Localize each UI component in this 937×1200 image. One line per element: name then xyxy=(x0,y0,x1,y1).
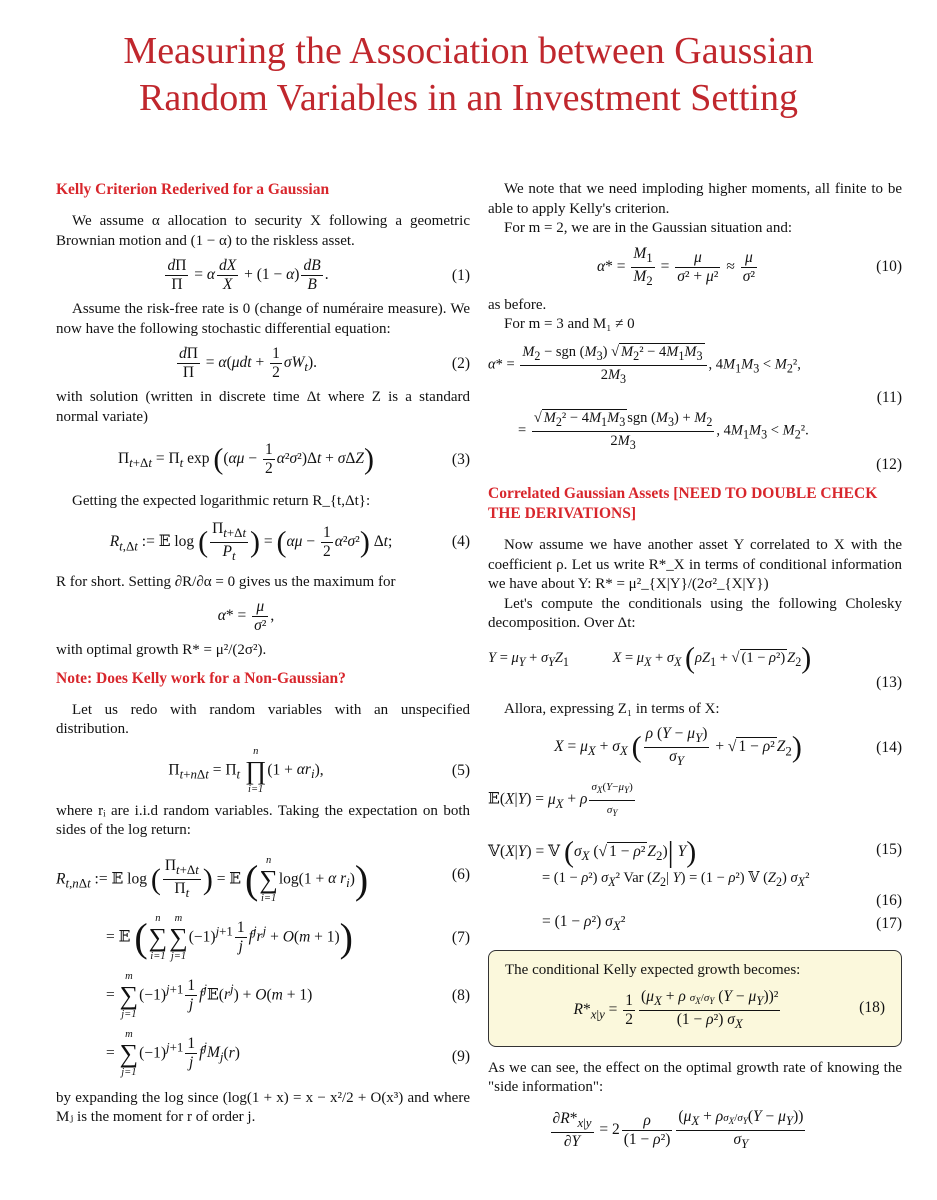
paragraph: R for short. Setting ∂R/∂α = 0 gives us the maximum for xyxy=(56,573,396,590)
paragraph: For m = 3 and M₁ ≠ 0 xyxy=(504,316,635,333)
highlight-box xyxy=(488,950,902,1047)
equation-number: (7) xyxy=(451,928,470,946)
equation-number: (10) xyxy=(876,258,902,276)
equation-number: (15) xyxy=(876,840,902,858)
paragraph: with solution (written in discrete time Δt where Z is a standard normal variate) xyxy=(56,389,470,425)
equation-13: $Y = \mu_Y + \sigma_YZ_1$ $X = \mu_X + \sigma_X$ ($\rho Z_1$ + √ (1 − ρ²) $Z_2$) xyxy=(488,641,812,675)
equation-number: (5) xyxy=(451,761,470,779)
paragraph: For m = 2, we are in the Gaussian situation and: xyxy=(504,220,792,236)
equation-7: = 𝔼 ( n ∑ i=1 m ∑ j=1 $(-1)^{j+1}$ $\frac{1}{j}$ $f^jr^j + O(m + 1)$) (7) xyxy=(106,912,470,962)
equation-number: (1) xyxy=(451,266,470,284)
paragraph: by expanding the log since (log(1 + x) = x − x²/2 + O(x³) and where Mⱼ is the moment for r of order j. xyxy=(56,1089,470,1126)
equation-1: $\frac{d\Pi}{\Pi}$ = α $\frac{dX}{X}$ + (1 − α) $\frac{dB}{B}$ . (1) xyxy=(167,257,470,293)
equation-15: 𝕍(X|Y) = 𝕍 ($\sigma_X$ (√ 1 − ρ² $Z_2)|$ Y) (15) xyxy=(488,835,902,869)
equation-number: (2) xyxy=(451,354,470,372)
equation-number: (9) xyxy=(451,1047,470,1065)
title-line-2: Random Variables in an Investment Setting xyxy=(139,77,798,119)
equation-10: α* = $\frac{M_1}{M_2}$ = $\frac{\mu}{\text{σ² + μ²}}$ ≈ $\frac{\mu}{\text{σ²}}$ (10) xyxy=(596,244,902,288)
equation-number: (16) xyxy=(876,891,902,909)
equation-6: $R_{t,n\Delta t}$ := 𝔼 log ( $\frac{\Pi_{t+\Delta t}}{\Pi_t}$ ) = 𝔼 ( n ∑ i=1 log(1 + α $r_i$)) (6) xyxy=(56,854,470,904)
left-column xyxy=(56,180,470,1128)
equation-conditional-mean: 𝔼(X|Y) = $\mu_X + \rho$ $\frac{\sigma_X(Y-\mu_Y)}{\sigma_Y}$ xyxy=(488,776,902,833)
equation-9: = m ∑ j=1 $(-1)^{j+1}$ $\frac{1}{j}$ $f^jM_j(r)$ (9) xyxy=(106,1028,470,1078)
equation-number: (11) xyxy=(876,389,902,407)
equation-14: $X = \mu_X + \sigma_X$ ( $\frac{\rho (Y - \mu_Y)}{\sigma_Y}$ + √ 1 − ρ² $Z_2$) (14) xyxy=(554,725,902,769)
paragraph: Let us redo with random variables with an unspecified distribution. xyxy=(56,701,470,738)
equation-number: (4) xyxy=(451,533,470,551)
right-column xyxy=(488,180,902,1153)
equation-alpha-star: α* = $\frac{\mu}{\text{σ²}}$ , xyxy=(217,598,275,635)
paragraph: Getting the expected logarithmic return R_{t,Δt}: xyxy=(72,493,371,509)
equation-4: $R_{t,\Delta t}$ := 𝔼 log ( $\frac{\Pi_{t+\Delta t}}{P_t}$ ) = (αμ − $\frac{1}{2}$ α²σ²) Δt; (4) xyxy=(109,519,470,563)
section-heading-non-gaussian: Note: Does Kelly work for a Non-Gaussian? xyxy=(56,669,346,687)
paragraph: We note that we need imploding higher moments, all finite to be able to apply Kelly's criterion. xyxy=(488,181,902,217)
equation-18: $R*_{x|y}$ = $\frac{1}{2}$ $\frac{(\mu_X + \rho \sigma_X/\sigma_Y (Y - \mu_Y))^2}{(1 - \rho^2) \sigma_X}$ (18) xyxy=(573,988,885,1032)
equation-11: α* = $\frac{M_2 - sgn (M_3) √ M_2^2 - 4M_1M_3}{2M_3}$ , $4M_1M_3 < M_2^2$, xyxy=(488,343,801,386)
title-line-1: Measuring the Association between Gaussian xyxy=(123,30,814,72)
equation-2: $\frac{d\Pi}{\Pi}$ = α(μdt + $\frac{1}{2}$ $\sigma W_t$). (2) xyxy=(178,345,470,381)
paragraph: Allora, expressing Z₁ in terms of X: xyxy=(504,700,720,717)
section-heading-correlated: Correlated Gaussian Assets [NEED TO DOUBLE CHECK THE DERIVATIONS] xyxy=(488,485,878,523)
equation-number: (13) xyxy=(876,673,902,691)
equation-derivative: $\frac{\partial R*_{x|y}}{\partial Y}$ = 2 $\frac{\rho}{\text{(1 − ρ²)}}$ $\frac{(\mu_X + \rho\sigma_X/\sigma_Y(Y - \mu_Y))}{\sigma_Y}$ xyxy=(552,1107,804,1151)
paragraph: Now assume we have another asset Y correlated to X with the coefficient ρ. Let us write R*_X in terms of conditional information we have about Y: R* = μ²_{X|Y}/(2σ²_{X|Y}) xyxy=(488,537,902,593)
paragraph: Let's compute the conditionals using the following Cholesky decomposition. Over Δt: xyxy=(488,595,902,632)
section-heading-kelly: Kelly Criterion Rederived for a Gaussian xyxy=(56,181,330,198)
equation-8: = m ∑ j=1 $(-1)^{j+1}$ $\frac{1}{j}$ $f^j𝔼(r^j) + O(m + 1)$ (8) xyxy=(106,970,470,1020)
equation-number: (6) xyxy=(451,865,470,883)
paragraph: where rᵢ are i.i.d random variables. Taking the expectation on both sides of the log return: xyxy=(56,802,470,839)
paragraph: as before. xyxy=(488,296,547,313)
paragraph: Assume the risk-free rate is 0 (change of numéraire measure). We now have the following stochastic differential equation: xyxy=(56,301,470,337)
equation-12: = $\frac{√ M_2^2 - 4M_1M_3 sgn (M_3) + M_2}{2M_3}$ , $4M_1M_3 < M_2^2$. xyxy=(518,410,809,453)
equation-16: = (1 − ρ²) $\sigma_X^2$ Var ($Z_2|$ Y) = (1 − ρ²) 𝕍 $(Z_2)$ $\sigma_X^2$ xyxy=(542,869,810,889)
equation-number: (3) xyxy=(451,450,470,468)
equation-number: (12) xyxy=(876,456,902,474)
box-text: The conditional Kelly expected growth becomes: xyxy=(505,961,801,978)
equation-5: $\Pi_{t+n\Delta t} = \Pi_t$ n ∏ i=1 $(1 + \alpha r_i)$, (5) xyxy=(168,745,470,795)
paper-title xyxy=(0,28,937,122)
equation-number: (17) xyxy=(876,914,902,932)
equation-17: = (1 − ρ²) $\sigma_X^2$ (17) xyxy=(542,912,902,933)
equation-number: (8) xyxy=(451,986,470,1004)
equation-3: $\Pi_{t+\Delta t} = \Pi_t$ exp ((αμ − $\frac{1}{2}$ α²σ²)Δt + σΔZ) (3) xyxy=(117,441,470,477)
paragraph: We assume α allocation to security X following a geometric Brownian motion and (1 − α) to the riskless asset. xyxy=(56,213,470,249)
equation-number: (14) xyxy=(876,738,902,756)
paragraph: As we can see, the effect on the optimal growth rate of knowing the "side information": xyxy=(488,1059,902,1096)
paragraph: with optimal growth R* = μ²/(2σ²). xyxy=(56,642,267,659)
equation-number: (18) xyxy=(859,998,885,1016)
